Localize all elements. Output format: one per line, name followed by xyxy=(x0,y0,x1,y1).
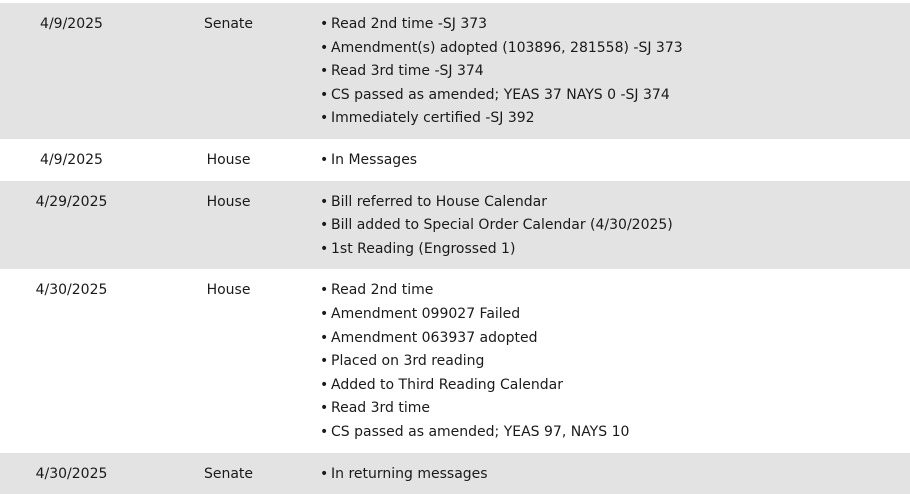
action-item xyxy=(320,149,910,173)
action-chamber: Senate xyxy=(143,13,314,37)
action-date: 4/9/2025 xyxy=(0,149,143,173)
action-list-cell xyxy=(314,149,910,173)
action-text: Immediately certified -SJ 392 xyxy=(331,110,535,126)
action-text: 1st Reading (Engrossed 1) xyxy=(331,241,515,257)
bullet-icon: • xyxy=(320,303,331,327)
action-chamber: House xyxy=(143,191,314,215)
action-item xyxy=(320,107,910,131)
action-date: 4/9/2025 xyxy=(0,13,143,37)
action-text: Added to Third Reading Calendar xyxy=(331,377,563,393)
history-row xyxy=(0,181,910,270)
action-item xyxy=(320,350,910,374)
bullet-icon: • xyxy=(320,84,331,108)
action-text: CS passed as amended; YEAS 97, NAYS 10 xyxy=(331,424,629,440)
action-item xyxy=(320,374,910,398)
action-item xyxy=(320,238,910,262)
bill-history-table xyxy=(0,3,910,494)
history-row xyxy=(0,269,910,452)
action-text: Amendment(s) adopted (103896, 281558) -SJ 373 xyxy=(331,40,683,56)
action-text: Amendment 063937 adopted xyxy=(331,330,537,346)
action-item xyxy=(320,279,910,303)
action-item xyxy=(320,60,910,84)
bullet-icon: • xyxy=(320,107,331,131)
action-text: Read 2nd time -SJ 373 xyxy=(331,16,487,32)
action-list xyxy=(320,149,910,173)
action-item xyxy=(320,37,910,61)
action-text: Read 2nd time xyxy=(331,282,433,298)
action-text: Bill referred to House Calendar xyxy=(331,194,547,210)
action-chamber: House xyxy=(143,279,314,303)
action-list xyxy=(320,191,910,262)
bullet-icon: • xyxy=(320,238,331,262)
action-list-cell xyxy=(314,279,910,444)
action-item xyxy=(320,303,910,327)
bullet-icon: • xyxy=(320,421,331,445)
action-list xyxy=(320,13,910,131)
history-row xyxy=(0,139,910,181)
bullet-icon: • xyxy=(320,191,331,215)
action-list-cell xyxy=(314,13,910,131)
bullet-icon: • xyxy=(320,149,331,173)
bullet-icon: • xyxy=(320,327,331,351)
action-item xyxy=(320,214,910,238)
action-date: 4/30/2025 xyxy=(0,463,143,487)
action-text: Bill added to Special Order Calendar (4/30/2025) xyxy=(331,217,673,233)
action-chamber: House xyxy=(143,149,314,173)
bullet-icon: • xyxy=(320,397,331,421)
action-date: 4/30/2025 xyxy=(0,279,143,303)
action-date: 4/29/2025 xyxy=(0,191,143,215)
bullet-icon: • xyxy=(320,374,331,398)
action-item xyxy=(320,463,910,487)
bullet-icon: • xyxy=(320,60,331,84)
action-item xyxy=(320,397,910,421)
bullet-icon: • xyxy=(320,350,331,374)
action-text: Amendment 099027 Failed xyxy=(331,306,520,322)
bullet-icon: • xyxy=(320,37,331,61)
bullet-icon: • xyxy=(320,214,331,238)
bullet-icon: • xyxy=(320,13,331,37)
action-chamber: Senate xyxy=(143,463,314,487)
history-row xyxy=(0,453,910,494)
action-item xyxy=(320,421,910,445)
action-text: Read 3rd time xyxy=(331,400,430,416)
history-row xyxy=(0,3,910,139)
action-list-cell xyxy=(314,191,910,262)
action-text: Read 3rd time -SJ 374 xyxy=(331,63,484,79)
action-item xyxy=(320,327,910,351)
bullet-icon: • xyxy=(320,279,331,303)
action-text: CS passed as amended; YEAS 37 NAYS 0 -SJ 374 xyxy=(331,87,670,103)
action-item xyxy=(320,191,910,215)
action-list xyxy=(320,279,910,444)
action-item xyxy=(320,13,910,37)
action-list-cell xyxy=(314,463,910,487)
action-text: In returning messages xyxy=(331,466,488,482)
action-text: In Messages xyxy=(331,152,417,168)
bullet-icon: • xyxy=(320,463,331,487)
action-list xyxy=(320,463,910,487)
action-text: Placed on 3rd reading xyxy=(331,353,484,369)
action-item xyxy=(320,84,910,108)
